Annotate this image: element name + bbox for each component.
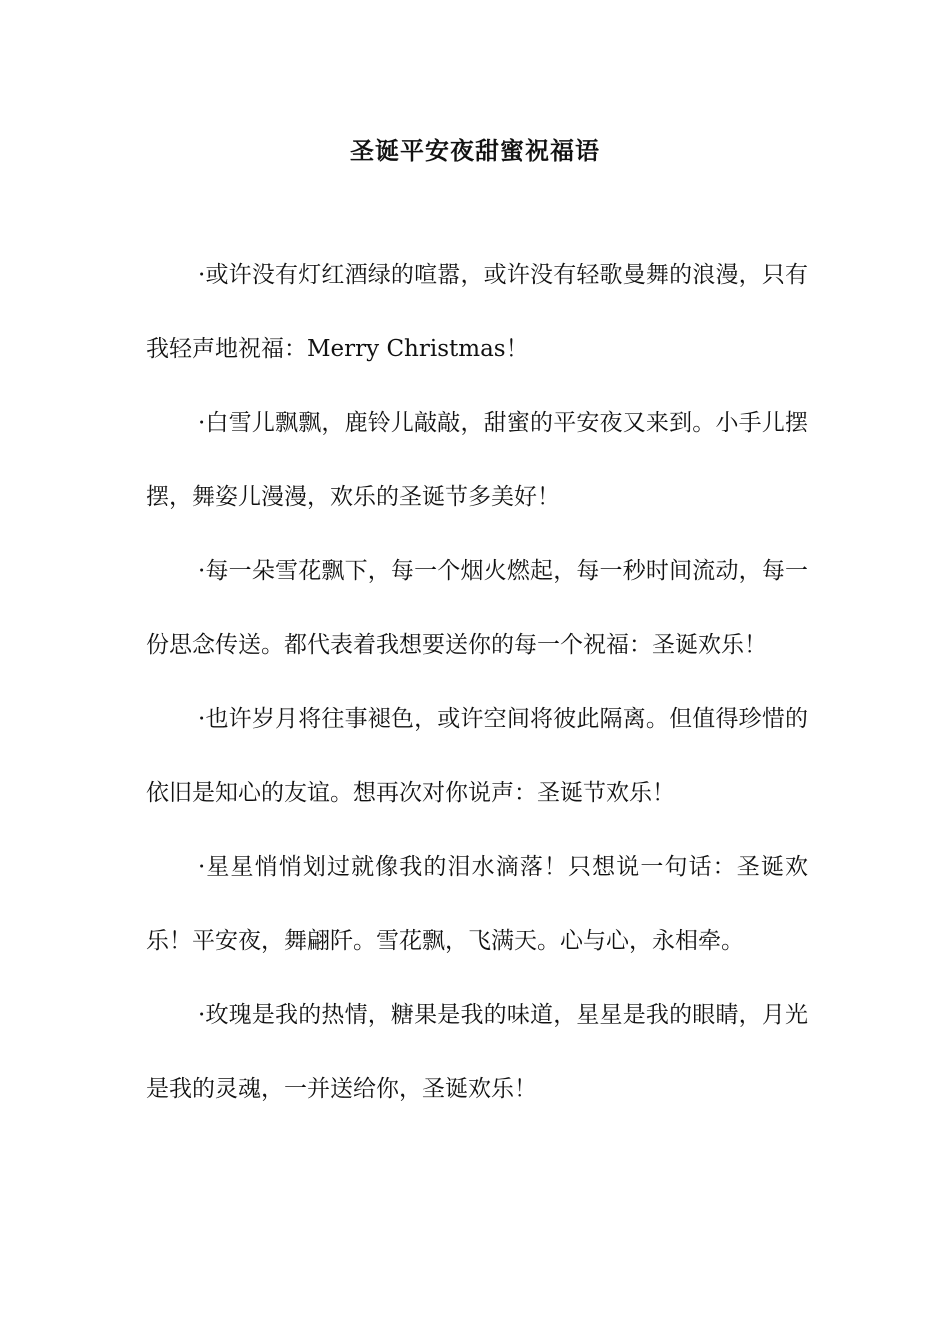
document-title: 圣诞平安夜甜蜜祝福语 bbox=[350, 136, 600, 165]
blessing-paragraph: ·或许没有灯红酒绿的喧嚣，或许没有轻歌曼舞的浪漫，只有我轻声地祝福：Merry Christmas！ bbox=[146, 262, 808, 362]
blessing-paragraph: ·星星悄悄划过就像我的泪水滴落！只想说一句话：圣诞欢乐！平安夜，舞翩阡。雪花飘，飞满天。心与心，永相牵。 bbox=[146, 854, 808, 954]
blessing-paragraph: ·也许岁月将往事褪色，或许空间将彼此隔离。但值得珍惜的依旧是知心的友谊。想再次对你说声：圣诞节欢乐！ bbox=[146, 706, 808, 806]
document-body bbox=[146, 238, 808, 1126]
blessing-paragraph: ·每一朵雪花飘下，每一个烟火燃起，每一秒时间流动，每一份思念传送。都代表着我想要送你的每一个祝福：圣诞欢乐！ bbox=[146, 558, 808, 658]
blessing-paragraph: ·白雪儿飘飘，鹿铃儿敲敲，甜蜜的平安夜又来到。小手儿摆摆，舞姿儿漫漫，欢乐的圣诞节多美好！ bbox=[146, 410, 808, 510]
blessing-paragraph: ·玫瑰是我的热情，糖果是我的味道，星星是我的眼睛，月光是我的灵魂，一并送给你，圣诞欢乐！ bbox=[146, 1002, 808, 1102]
